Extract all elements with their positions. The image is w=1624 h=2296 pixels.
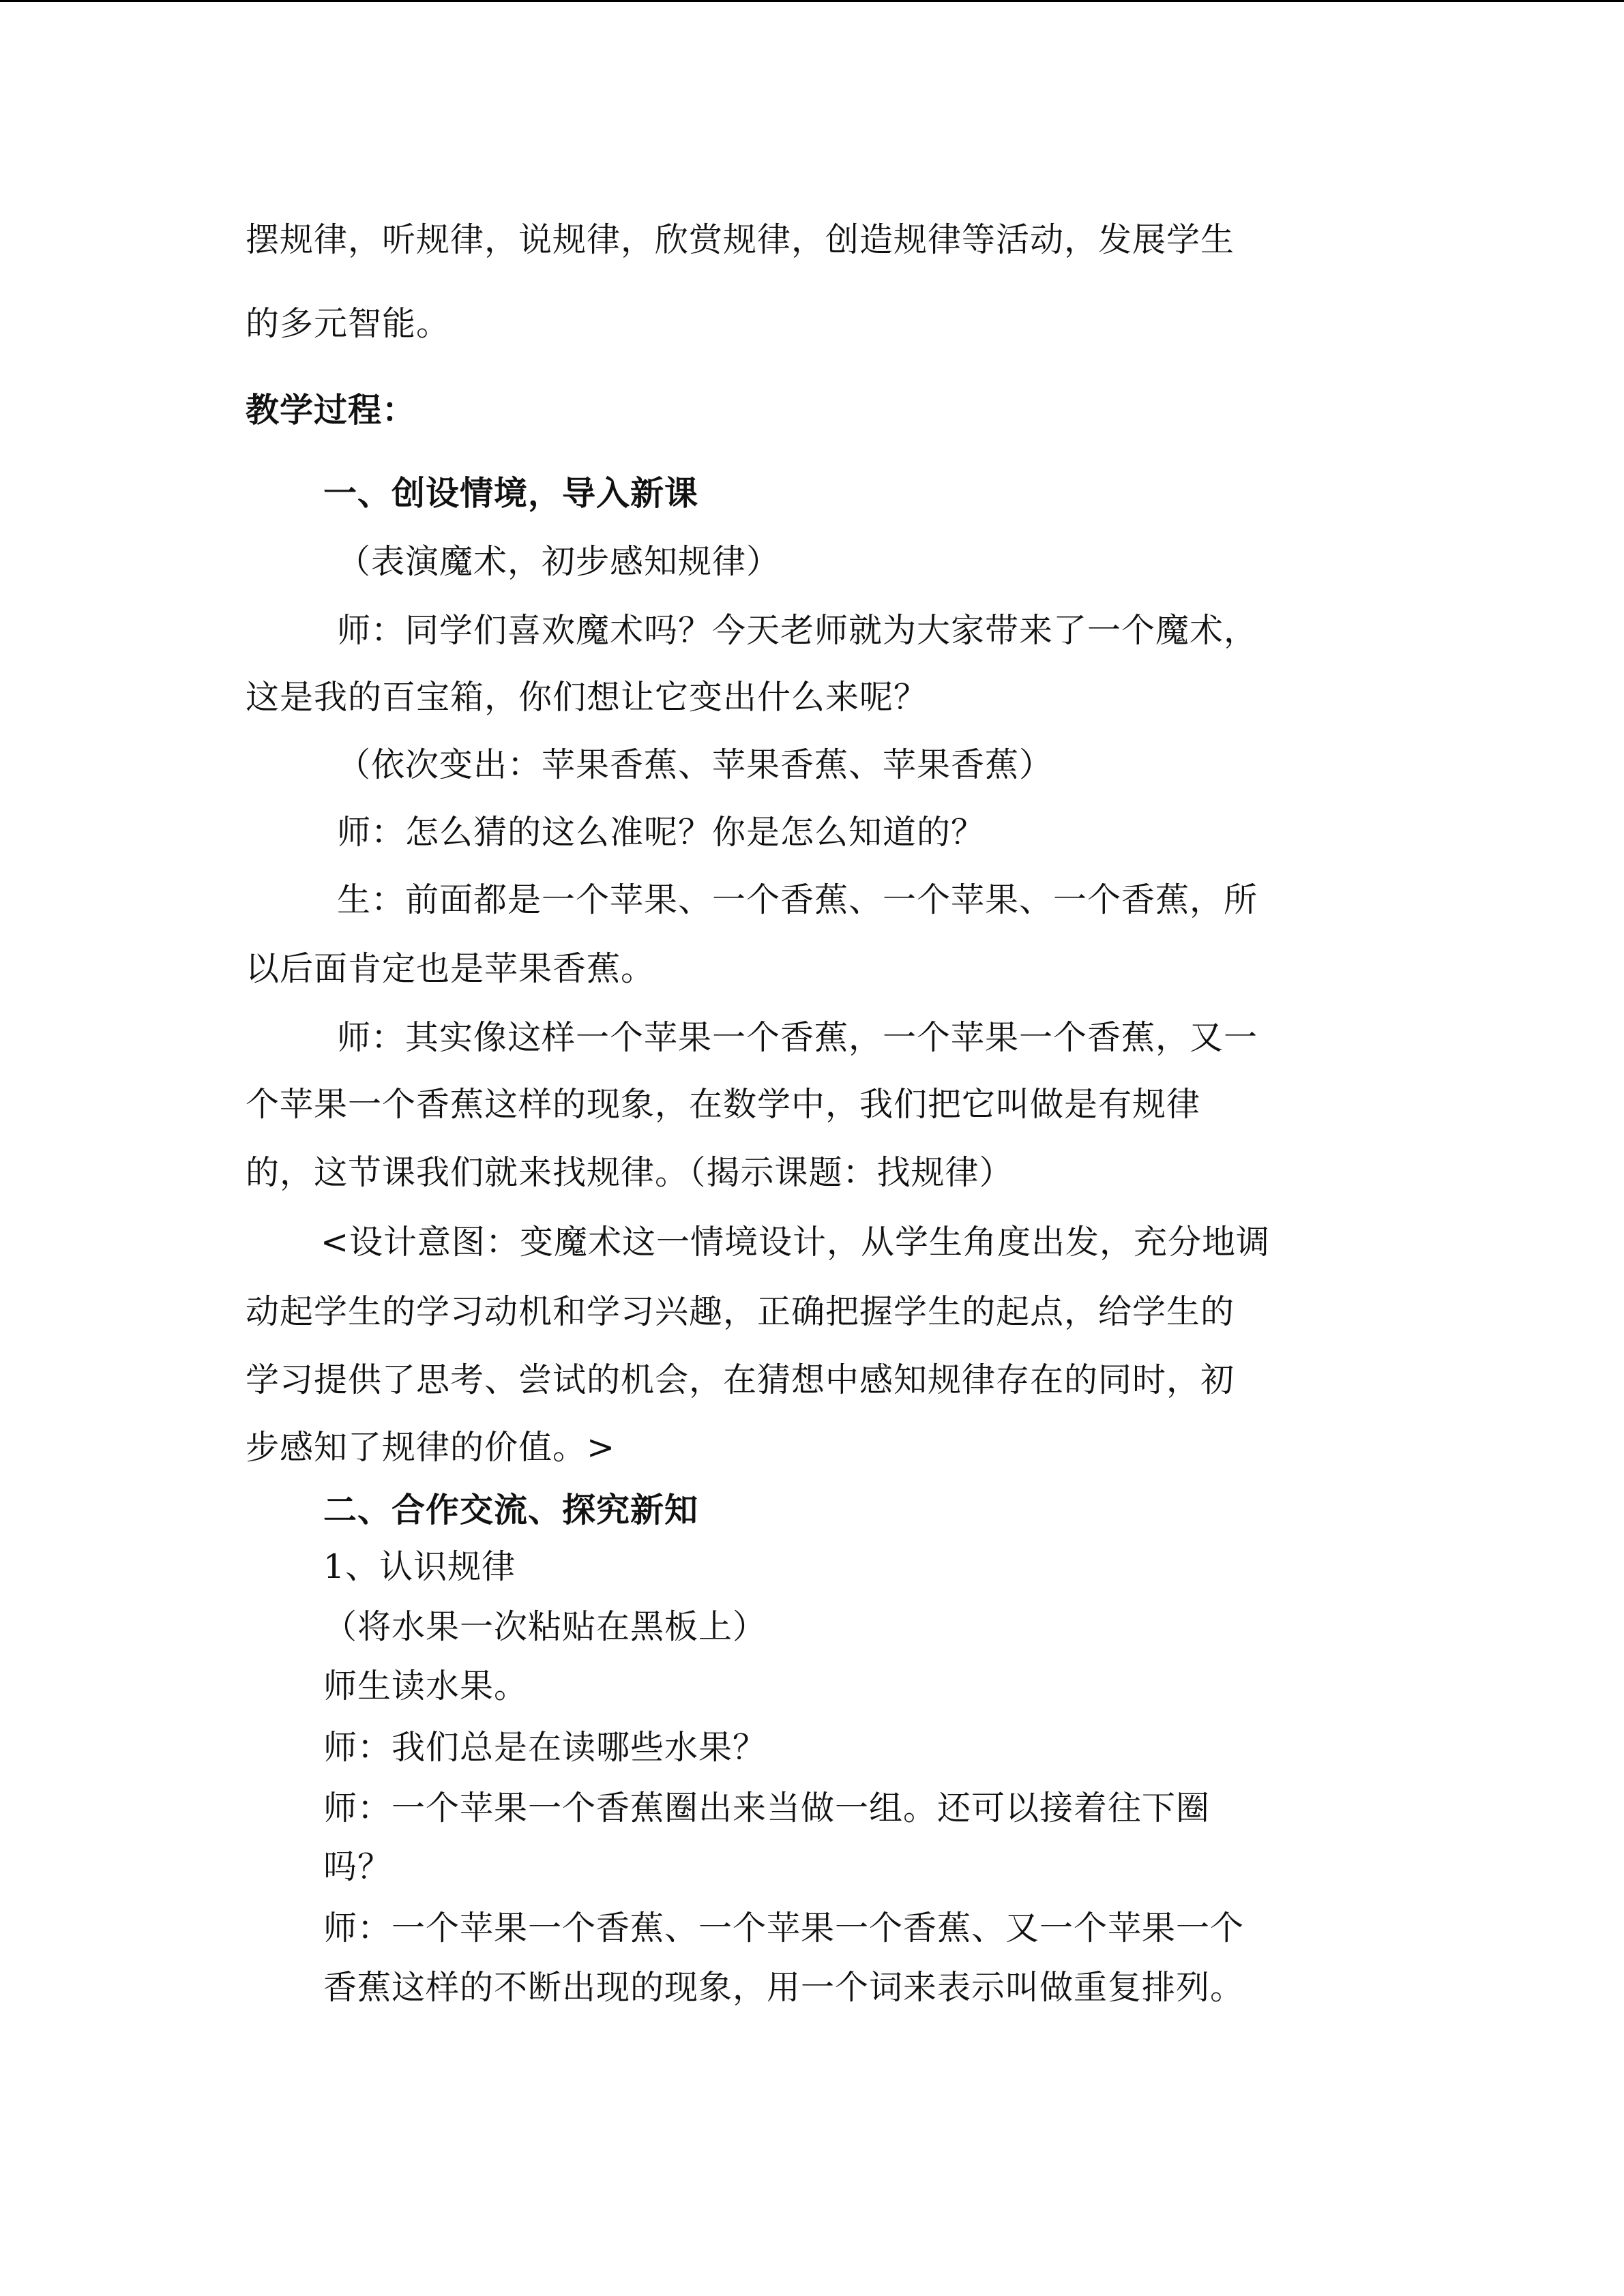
- text-line: 动起学生的学习动机和学习兴趣，正确把握学生的起点，给学生的: [246, 1292, 1235, 1331]
- text-line: （将水果一次粘贴在黑板上）: [323, 1607, 767, 1646]
- text-line: 吗？: [323, 1847, 392, 1886]
- text-line: 学习提供了思考、尝试的机会，在猜想中感知规律存在的同时，初: [246, 1360, 1235, 1399]
- text-line: 师：怎么猜的这么准呢？你是怎么知道的？: [337, 813, 986, 852]
- section-heading: 二、合作交流、探究新知: [323, 1490, 699, 1530]
- text-line: 师：我们总是在读哪些水果？: [323, 1728, 767, 1767]
- text-line: 1、认识规律: [323, 1547, 516, 1586]
- text-line: 师生读水果。: [323, 1667, 529, 1705]
- text-line: 摆规律，听规律，说规律，欣赏规律，创造规律等活动，发展学生: [246, 220, 1235, 259]
- section-heading: 教学过程：: [246, 390, 417, 430]
- text-line: 步感知了规律的价值。>: [246, 1428, 616, 1467]
- section-heading: 一、创设情境，导入新课: [323, 473, 699, 513]
- text-line: 香蕉这样的不断出现的现象，用一个词来表示叫做重复排列。: [323, 1968, 1245, 2007]
- text-line: （依次变出：苹果香蕉、苹果香蕉、苹果香蕉）: [337, 745, 1054, 784]
- text-line: 师：一个苹果一个香蕉圈出来当做一组。还可以接着往下圈: [323, 1789, 1211, 1828]
- text-line: <设计意图：变魔术这一情境设计，从学生角度出发，充分地调: [321, 1223, 1271, 1262]
- text-line: 师：其实像这样一个苹果一个香蕉，一个苹果一个香蕉，又一: [337, 1018, 1258, 1057]
- text-line: （表演魔术，初步感知规律）: [337, 542, 781, 581]
- text-line: 的多元智能。: [246, 304, 451, 343]
- text-line: 这是我的百宝箱，你们想让它变出什么来呢？: [246, 678, 928, 717]
- text-line: 生：前面都是一个苹果、一个香蕉、一个苹果、一个香蕉，所: [337, 880, 1258, 919]
- text-line: 的，这节课我们就来找规律。（揭示课题：找规律）: [246, 1153, 1014, 1192]
- text-line: 个苹果一个香蕉这样的现象，在数学中，我们把它叫做是有规律: [246, 1085, 1201, 1124]
- text-line: 以后面肯定也是苹果香蕉。: [246, 949, 655, 988]
- text-line: 师：一个苹果一个香蕉、一个苹果一个香蕉、又一个苹果一个: [323, 1909, 1245, 1948]
- text-line: 师：同学们喜欢魔术吗？今天老师就为大家带来了一个魔术，: [337, 611, 1258, 650]
